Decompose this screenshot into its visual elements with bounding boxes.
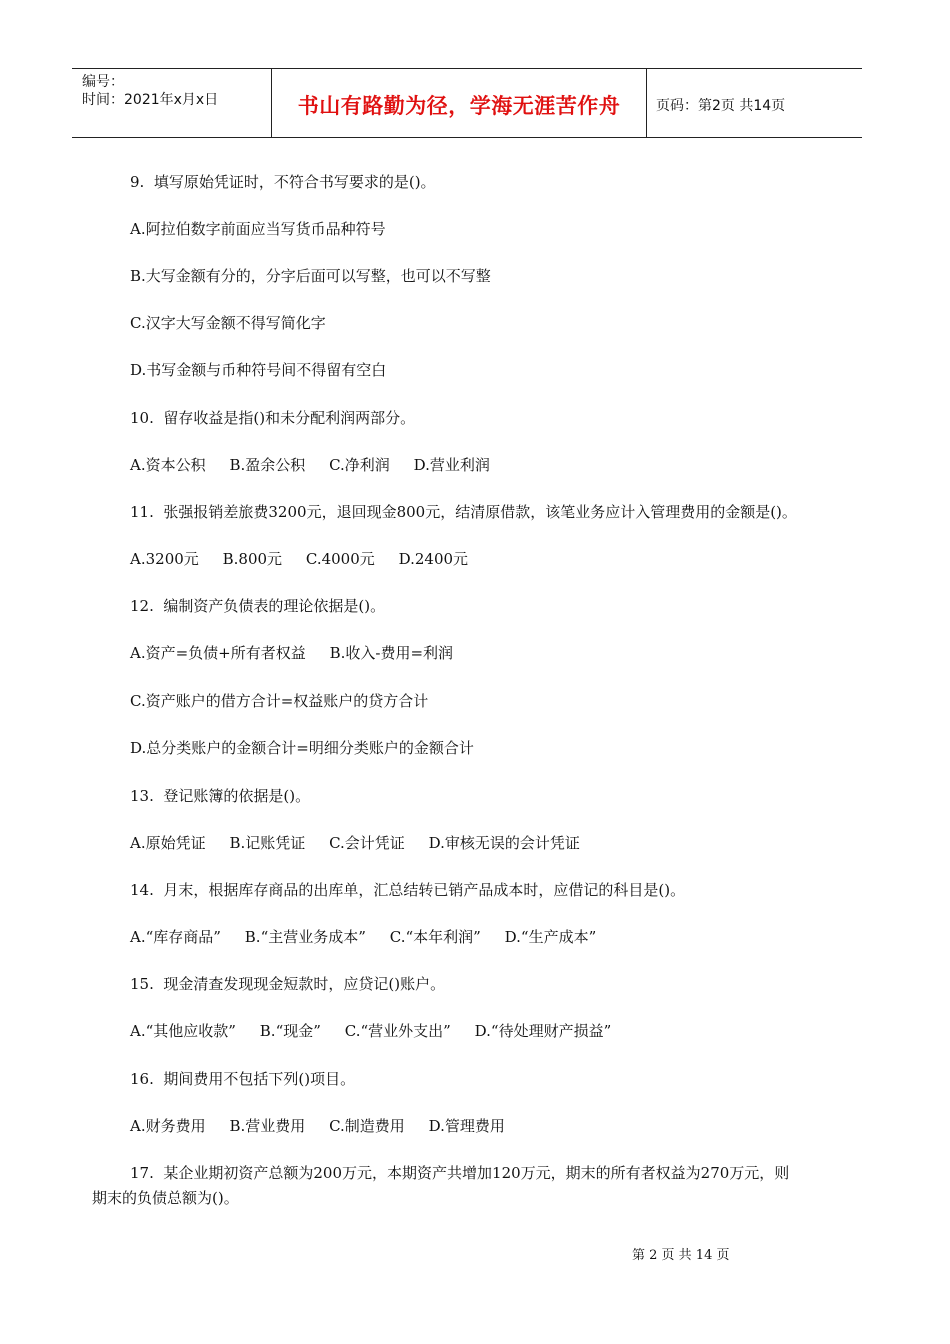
option-12c: C.资产账户的借方合计=权益账户的贷方合计 bbox=[130, 692, 429, 710]
question-17-line2: 期末的负债总额为()。 bbox=[92, 1189, 239, 1207]
options-15: A.“其他应收款” B.“现金” C.“营业外支出” D.“待处理财产损益” bbox=[130, 1022, 612, 1040]
options-10: A.资本公积 B.盈余公积 C.净利润 D.营业利润 bbox=[130, 456, 490, 474]
options-12ab: A.资产=负债+所有者权益 B.收入-费用=利润 bbox=[130, 644, 454, 662]
time-label: 时间：2021年x月x日 bbox=[82, 92, 219, 108]
options-13: A.原始凭证 B.记账凭证 C.会计凭证 D.审核无误的会计凭证 bbox=[130, 834, 580, 852]
option-9b: B.大写金额有分的，分字后面可以写整，也可以不写整 bbox=[130, 267, 491, 285]
question-10: 10. 留存收益是指()和未分配利润两部分。 bbox=[130, 409, 416, 427]
question-16: 16. 期间费用不包括下列()项目。 bbox=[130, 1070, 356, 1088]
page-header bbox=[72, 68, 862, 138]
question-15: 15. 现金清查发现现金短款时，应贷记()账户。 bbox=[130, 975, 446, 993]
page-footer: 第 2 页 共 14 页 bbox=[632, 1248, 730, 1263]
option-12d: D.总分类账户的金额合计=明细分类账户的金额合计 bbox=[130, 739, 474, 757]
option-9a: A.阿拉伯数字前面应当写货币品种符号 bbox=[130, 220, 386, 238]
question-11: 11. 张强报销差旅费3200元，退回现金800元，结清原借款，该笔业务应计入管理费用的金额是()。 bbox=[130, 503, 797, 521]
question-12: 12. 编制资产负债表的理论依据是()。 bbox=[130, 597, 386, 615]
option-9c: C.汉字大写金额不得写简化字 bbox=[130, 314, 326, 332]
number-label: 编号： bbox=[82, 74, 124, 90]
options-14: A.“库存商品” B.“主营业务成本” C.“本年利润” D.“生产成本” bbox=[130, 928, 597, 946]
motto-text: 书山有路勤为径，学海无涯苦作舟 bbox=[297, 94, 621, 118]
option-9d: D.书写金额与币种符号间不得留有空白 bbox=[130, 361, 387, 379]
header-motto-cell bbox=[272, 69, 647, 137]
options-16: A.财务费用 B.营业费用 C.制造费用 D.管理费用 bbox=[130, 1117, 505, 1135]
question-14: 14. 月末，根据库存商品的出库单，汇总结转已销产品成本时，应借记的科目是()。 bbox=[130, 881, 686, 899]
header-page-code bbox=[646, 69, 862, 137]
question-9: 9. 填写原始凭证时，不符合书写要求的是()。 bbox=[130, 173, 436, 191]
question-13: 13. 登记账簿的依据是()。 bbox=[130, 787, 311, 805]
page-code-text: 页码：第2页 共14页 bbox=[656, 98, 786, 114]
options-11: A.3200元 B.800元 C.4000元 D.2400元 bbox=[130, 550, 469, 568]
header-meta bbox=[72, 69, 272, 137]
question-17-line1: 17. 某企业期初资产总额为200万元，本期资产共增加120万元，期末的所有者权益为270万元，则 bbox=[130, 1164, 790, 1182]
